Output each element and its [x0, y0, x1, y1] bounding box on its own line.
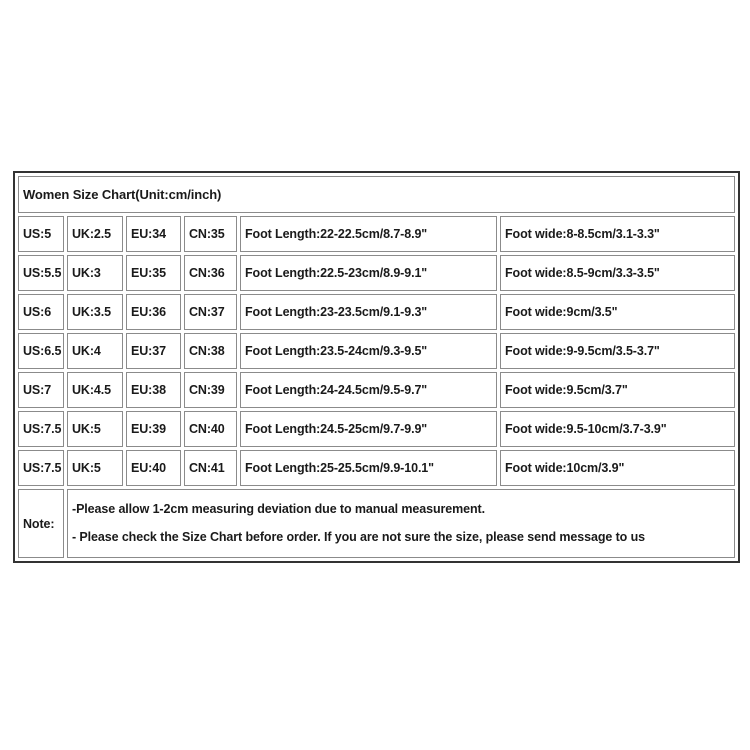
eu-size-cell: EU:40 [126, 450, 181, 486]
us-size-cell: US:6 [18, 294, 64, 330]
table-row [18, 411, 735, 447]
table-row [18, 255, 735, 291]
eu-size-cell: EU:34 [126, 216, 181, 252]
note-row [18, 489, 735, 558]
foot-wide-cell: Foot wide:9.5cm/3.7" [500, 372, 735, 408]
foot-length-cell: Foot Length:24.5-25cm/9.7-9.9" [240, 411, 497, 447]
foot-wide-cell: Foot wide:9-9.5cm/3.5-3.7" [500, 333, 735, 369]
foot-length-cell: Foot Length:25-25.5cm/9.9-10.1" [240, 450, 497, 486]
size-chart-table [13, 171, 740, 563]
table-row [18, 333, 735, 369]
foot-wide-cell: Foot wide:8.5-9cm/3.3-3.5" [500, 255, 735, 291]
uk-size-cell: UK:5 [67, 450, 123, 486]
foot-length-cell: Foot Length:23.5-24cm/9.3-9.5" [240, 333, 497, 369]
uk-size-cell: UK:5 [67, 411, 123, 447]
foot-length-cell: Foot Length:22.5-23cm/8.9-9.1" [240, 255, 497, 291]
us-size-cell: US:7.5 [18, 450, 64, 486]
us-size-cell: US:5.5 [18, 255, 64, 291]
foot-wide-cell: Foot wide:8-8.5cm/3.1-3.3" [500, 216, 735, 252]
uk-size-cell: UK:2.5 [67, 216, 123, 252]
us-size-cell: US:6.5 [18, 333, 64, 369]
uk-size-cell: UK:3.5 [67, 294, 123, 330]
foot-wide-cell: Foot wide:10cm/3.9" [500, 450, 735, 486]
cn-size-cell: CN:35 [184, 216, 237, 252]
cn-size-cell: CN:36 [184, 255, 237, 291]
cn-size-cell: CN:37 [184, 294, 237, 330]
us-size-cell: US:5 [18, 216, 64, 252]
eu-size-cell: EU:37 [126, 333, 181, 369]
table-row [18, 372, 735, 408]
cn-size-cell: CN:39 [184, 372, 237, 408]
uk-size-cell: UK:4.5 [67, 372, 123, 408]
table-row [18, 450, 735, 486]
cn-size-cell: CN:40 [184, 411, 237, 447]
uk-size-cell: UK:3 [67, 255, 123, 291]
eu-size-cell: EU:36 [126, 294, 181, 330]
title-row [18, 176, 735, 213]
uk-size-cell: UK:4 [67, 333, 123, 369]
eu-size-cell: EU:39 [126, 411, 181, 447]
eu-size-cell: EU:38 [126, 372, 181, 408]
foot-wide-cell: Foot wide:9cm/3.5" [500, 294, 735, 330]
eu-size-cell: EU:35 [126, 255, 181, 291]
cn-size-cell: CN:38 [184, 333, 237, 369]
us-size-cell: US:7.5 [18, 411, 64, 447]
table-title: Women Size Chart(Unit:cm/inch) [18, 176, 735, 213]
note-content-cell [67, 489, 735, 558]
note-line-1: -Please allow 1-2cm measuring deviation due to manual measurement. [72, 502, 485, 516]
table-row [18, 216, 735, 252]
us-size-cell: US:7 [18, 372, 64, 408]
foot-wide-cell: Foot wide:9.5-10cm/3.7-3.9" [500, 411, 735, 447]
foot-length-cell: Foot Length:24-24.5cm/9.5-9.7" [240, 372, 497, 408]
foot-length-cell: Foot Length:22-22.5cm/8.7-8.9" [240, 216, 497, 252]
table-row [18, 294, 735, 330]
note-label: Note: [18, 489, 64, 558]
note-line-2: - Please check the Size Chart before order. If you are not sure the size, please send message to us [72, 530, 645, 544]
foot-length-cell: Foot Length:23-23.5cm/9.1-9.3" [240, 294, 497, 330]
cn-size-cell: CN:41 [184, 450, 237, 486]
